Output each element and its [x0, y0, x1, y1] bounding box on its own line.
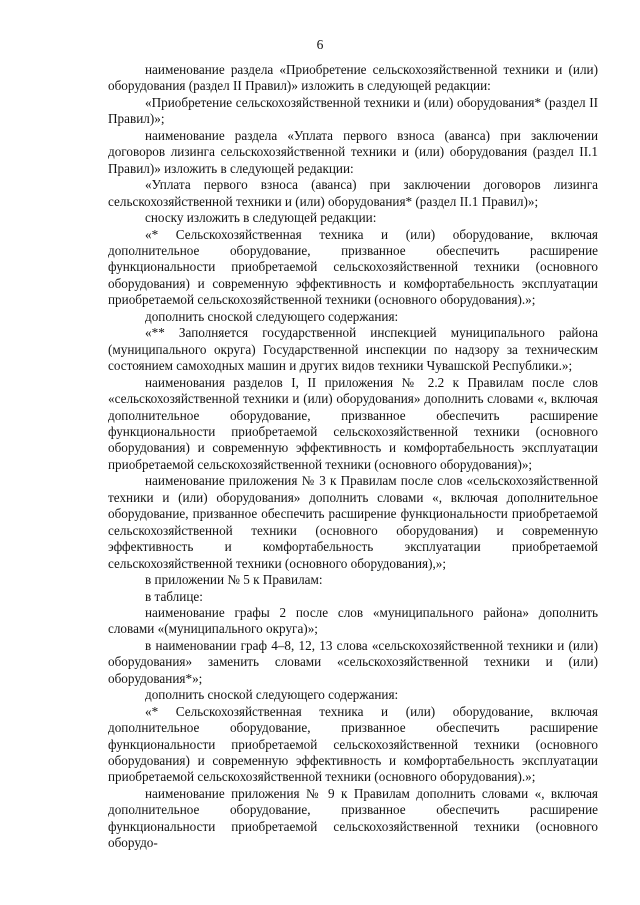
paragraph: наименование раздела «Уплата первого взноса (аванса) при заключении договоров лизинга сельскохозяйственной техники и (или) оборудования (раздел II.1 Правил)» изложить в следующей редакции: [108, 127, 598, 176]
paragraph: наименования разделов I, II приложения № 2.2 к Правилам после слов «сельскохозяйственной техники и (или) оборудования» дополнить словами «, включая дополнительное оборудование, призванное обеспечить расширение функциональности приобретаемой сельскохозяйственной техники (основного оборудования) и современную эффективность и комфортабельность эксплуатации приобретаемой сельскохозяйственной техники (основного оборудования)»; [108, 374, 598, 472]
paragraph: сноску изложить в следующей редакции: [145, 210, 377, 226]
paragraph: наименование приложения № 9 к Правилам дополнить словами «, включая дополнительное оборудование, призванное обеспечить расширение функциональности приобретаемой сельскохозяйственной техники (основного оборудо- [108, 785, 598, 851]
paragraph: наименование раздела «Приобретение сельскохозяйственной техники и (или) оборудования (раздел II Правил)» изложить в следующей редакции: [108, 62, 598, 94]
paragraph: «Уплата первого взноса (аванса) при заключении договоров лизинга сельскохозяйственной техники и (или) оборудования* (раздел II.1 Правил)»; [108, 177, 598, 209]
paragraph: в наименовании граф 4–8, 12, 13 слова «сельскохозяйственной техники и (или) оборудования» заменить словами «сельскохозяйственной техники и (или) оборудования*»; [108, 637, 598, 686]
footnote-quote: «** Заполняется государственной инспекцией муниципального района (муниципального округа) Государственной инспекции по надзору за техническим состоянием самоходных машин и других видов техники Чувашской Республики.»; [108, 325, 598, 374]
paragraph: в приложении № 5 к Правилам: [145, 572, 323, 588]
paragraph: наименование приложения № 3 к Правилам после слов «сельскохозяйственной техники и (или) оборудования» дополнить словами «, включая дополнительное оборудование, призванное обеспечить расширение функциональности приобретаемой сельскохозяйственной техники (основного оборудования) и современную эффективность и комфортабельность эксплуатации приобретаемой сельскохозяйственной техники (основного оборудования),»; [108, 473, 598, 571]
paragraph: в таблице: [145, 588, 203, 604]
footnote-quote: «* Сельскохозяйственная техника и (или) оборудование, включая дополнительное оборудование, призванное обеспечить расширение функциональности приобретаемой сельскохозяйственной техники (основного оборудования) и современную эффективность и комфортабельность эксплуатации приобретаемой сельскохозяйственной техники (основного оборудования).»; [108, 703, 598, 785]
paragraph: наименование графы 2 после слов «муниципального района» дополнить словами «(муниципального округа)»; [108, 604, 598, 637]
paragraph: «Приобретение сельскохозяйственной техники и (или) оборудования* (раздел II Правил)»; [108, 94, 598, 127]
footnote-quote: «* Сельскохозяйственная техника и (или) оборудование, включая дополнительное оборудование, призванное обеспечить расширение функциональности приобретаемой сельскохозяйственной техники (основного оборудования) и современную эффективность и комфортабельность эксплуатации приобретаемой сельскохозяйственной техники (основного оборудования).»; [108, 226, 598, 308]
paragraph: дополнить сноской следующего содержания: [145, 687, 399, 703]
page-number: 6 [316, 37, 324, 52]
document-body [108, 62, 598, 852]
paragraph: дополнить сноской следующего содержания: [145, 308, 399, 324]
